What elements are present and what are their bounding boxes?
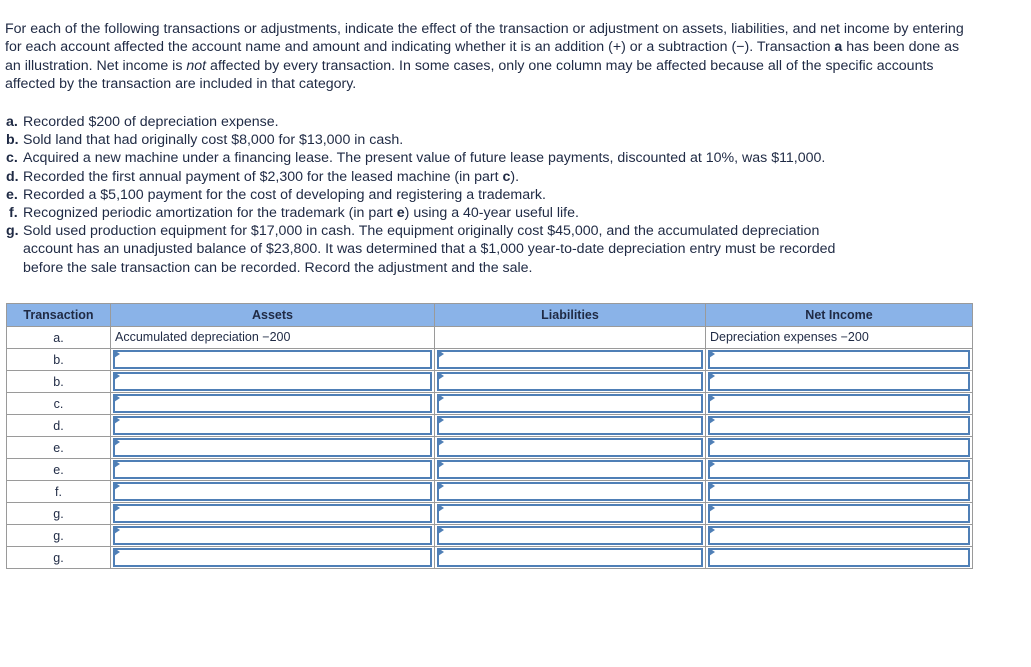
assets-input[interactable] <box>113 372 432 391</box>
transaction-cell: b. <box>7 371 111 393</box>
liabilities-cell <box>435 393 706 415</box>
item-text: Recorded $200 of depreciation expense. <box>23 114 279 130</box>
item-text: Recorded a $5,100 payment for the cost of developing and registering a trademark. <box>23 186 546 203</box>
input-marker-icon <box>709 350 715 358</box>
liabilities-cell <box>435 547 706 569</box>
transaction-item-c <box>6 149 986 167</box>
column-header-net-income: Net Income <box>706 304 973 327</box>
item-letter: b. <box>6 132 19 149</box>
assets-cell <box>111 481 435 503</box>
liabilities-input[interactable] <box>437 482 703 501</box>
assets-input[interactable] <box>113 350 432 369</box>
instructions-part-3: affected by every transaction. In some cases, only one column may be affected because all of the specific accounts affected by the transaction are included in that category. <box>5 57 934 93</box>
transaction-item-d <box>6 168 986 186</box>
item-text: Acquired a new machine under a financing lease. The present value of future lease payments, discounted at 10%, was $11,000. <box>23 150 826 167</box>
input-marker-icon <box>709 526 715 534</box>
item-letter: d. <box>6 168 19 185</box>
net-income-value: Depreciation expenses −200 <box>710 330 869 344</box>
item-letter: f. <box>9 205 18 222</box>
net-income-input[interactable] <box>708 438 970 457</box>
transaction-item-b <box>6 131 986 149</box>
assets-input[interactable] <box>113 416 432 435</box>
liabilities-cell <box>435 481 706 503</box>
assets-input[interactable] <box>113 460 432 479</box>
transaction-cell: a. <box>7 327 111 349</box>
answer-table <box>6 303 973 569</box>
assets-input[interactable] <box>113 394 432 413</box>
column-header-transaction: Transaction <box>7 304 111 327</box>
input-marker-icon <box>709 482 715 490</box>
net-income-input[interactable] <box>708 482 970 501</box>
instructions <box>5 20 965 94</box>
input-marker-icon <box>438 460 444 468</box>
table-row <box>7 547 973 569</box>
assets-input[interactable] <box>113 438 432 457</box>
input-marker-icon <box>438 548 444 556</box>
input-marker-icon <box>709 548 715 556</box>
net-income-input[interactable] <box>708 526 970 545</box>
transaction-cell: d. <box>7 415 111 437</box>
item-text <box>23 204 986 222</box>
item-text-post: ) using a 40-year useful life. <box>404 205 579 222</box>
item-text-line-3: before the sale transaction can be recorded. Record the adjustment and the sale. <box>23 259 533 276</box>
transaction-item-e <box>6 186 986 204</box>
instructions-part-1: For each of the following transactions or adjustments, indicate the effect of the transaction or adjustment on assets, liabilities, and net income by entering for each account affected the account name and amount and indicating whether it is an addition (+) or a subtraction (−). Transaction <box>5 21 964 56</box>
liabilities-cell <box>435 415 706 437</box>
input-marker-icon <box>114 548 120 556</box>
transaction-cell: e. <box>7 459 111 481</box>
net-income-input[interactable] <box>708 548 970 567</box>
item-text-line-2: account has an unadjusted balance of $23,800. It was determined that a $1,000 year-to-date depreciation entry must be recorded <box>23 241 836 258</box>
table-row <box>7 349 973 371</box>
assets-cell <box>111 459 435 481</box>
assets-input[interactable] <box>113 526 432 545</box>
net-income-input[interactable] <box>708 460 970 479</box>
input-marker-icon <box>114 438 120 446</box>
item-text-post: ). <box>510 168 520 185</box>
table-row <box>7 393 973 415</box>
net-income-input[interactable] <box>708 372 970 391</box>
liabilities-input[interactable] <box>437 504 703 523</box>
transaction-item-f <box>6 204 986 222</box>
input-marker-icon <box>709 460 715 468</box>
item-ref: c <box>502 168 511 185</box>
item-letter: a. <box>6 114 18 130</box>
assets-cell <box>111 371 435 393</box>
input-marker-icon <box>114 416 120 424</box>
item-text <box>23 222 986 277</box>
liabilities-cell <box>435 525 706 547</box>
instructions-part-2: has been done as an illustration. Net income is <box>5 39 960 74</box>
item-text-pre: Recognized periodic amortization for the trademark (in part <box>23 205 397 222</box>
table-row <box>7 371 973 393</box>
liabilities-cell <box>435 327 706 349</box>
input-marker-icon <box>114 526 120 534</box>
net-income-cell <box>706 481 973 503</box>
transaction-cell: g. <box>7 525 111 547</box>
liabilities-cell <box>435 371 706 393</box>
input-marker-icon <box>438 372 444 380</box>
liabilities-cell <box>435 503 706 525</box>
liabilities-cell <box>435 459 706 481</box>
assets-input[interactable] <box>113 504 432 523</box>
input-marker-icon <box>438 350 444 358</box>
net-income-cell <box>706 525 973 547</box>
input-marker-icon <box>438 394 444 402</box>
net-income-input[interactable] <box>708 504 970 523</box>
liabilities-input[interactable] <box>437 350 703 369</box>
input-marker-icon <box>709 372 715 380</box>
liabilities-input[interactable] <box>437 416 703 435</box>
assets-cell <box>111 327 435 349</box>
table-row <box>7 503 973 525</box>
input-marker-icon <box>114 460 120 468</box>
input-marker-icon <box>114 482 120 490</box>
item-ref: e <box>396 205 405 222</box>
net-income-cell <box>706 437 973 459</box>
input-marker-icon <box>438 416 444 424</box>
instructions-bold-a: a <box>834 39 843 56</box>
net-income-cell <box>706 393 973 415</box>
assets-cell <box>111 525 435 547</box>
transaction-item-a <box>6 113 986 131</box>
transaction-cell: b. <box>7 349 111 371</box>
input-marker-icon <box>709 504 715 512</box>
item-letter: g. <box>6 223 19 240</box>
transaction-cell: e. <box>7 437 111 459</box>
assets-cell <box>111 437 435 459</box>
liabilities-input[interactable] <box>437 548 703 567</box>
input-marker-icon <box>709 394 715 402</box>
net-income-cell <box>706 459 973 481</box>
input-marker-icon <box>709 416 715 424</box>
liabilities-input[interactable] <box>437 438 703 457</box>
item-text: Sold land that had originally cost $8,000 for $13,000 in cash. <box>23 132 404 149</box>
transaction-cell: g. <box>7 503 111 525</box>
input-marker-icon <box>438 482 444 490</box>
net-income-cell <box>706 547 973 569</box>
liabilities-cell <box>435 437 706 459</box>
liabilities-input[interactable] <box>437 460 703 479</box>
input-marker-icon <box>709 438 715 446</box>
input-marker-icon <box>438 438 444 446</box>
net-income-input[interactable] <box>708 416 970 435</box>
transaction-item-g <box>6 222 986 277</box>
assets-cell <box>111 503 435 525</box>
assets-cell <box>111 547 435 569</box>
input-marker-icon <box>438 526 444 534</box>
assets-input[interactable] <box>113 482 432 501</box>
item-letter: e. <box>6 186 18 203</box>
table-row <box>7 481 973 503</box>
column-header-liabilities: Liabilities <box>435 304 706 327</box>
item-letter: c. <box>6 150 18 167</box>
table-row <box>7 327 973 349</box>
table-row <box>7 459 973 481</box>
transaction-list <box>6 113 986 277</box>
item-text <box>23 168 986 186</box>
assets-input[interactable] <box>113 548 432 567</box>
assets-cell <box>111 393 435 415</box>
table-row <box>7 415 973 437</box>
item-text-line-1: Sold used production equipment for $17,000 in cash. The equipment originally cost $45,000, and the accumulated depreciation <box>23 223 820 240</box>
column-header-assets: Assets <box>111 304 435 327</box>
net-income-cell <box>706 327 973 349</box>
table-row <box>7 437 973 459</box>
input-marker-icon <box>114 504 120 512</box>
transaction-cell: g. <box>7 547 111 569</box>
net-income-cell <box>706 415 973 437</box>
net-income-input[interactable] <box>708 350 970 369</box>
input-marker-icon <box>114 372 120 380</box>
liabilities-input[interactable] <box>437 372 703 391</box>
net-income-cell <box>706 349 973 371</box>
net-income-input[interactable] <box>708 394 970 413</box>
liabilities-cell <box>435 349 706 371</box>
input-marker-icon <box>438 504 444 512</box>
item-text-pre: Recorded the first annual payment of $2,300 for the leased machine (in part <box>23 168 503 185</box>
instructions-italic-not: not <box>186 57 207 74</box>
assets-cell <box>111 415 435 437</box>
transaction-cell: c. <box>7 393 111 415</box>
input-marker-icon <box>114 350 120 358</box>
table-header-row <box>7 304 973 327</box>
assets-value: Accumulated depreciation −200 <box>115 330 291 344</box>
input-marker-icon <box>114 394 120 402</box>
assets-cell <box>111 349 435 371</box>
net-income-cell <box>706 503 973 525</box>
transaction-cell: f. <box>7 481 111 503</box>
liabilities-input[interactable] <box>437 526 703 545</box>
net-income-cell <box>706 371 973 393</box>
liabilities-input[interactable] <box>437 394 703 413</box>
table-body <box>7 327 973 569</box>
table-row <box>7 525 973 547</box>
